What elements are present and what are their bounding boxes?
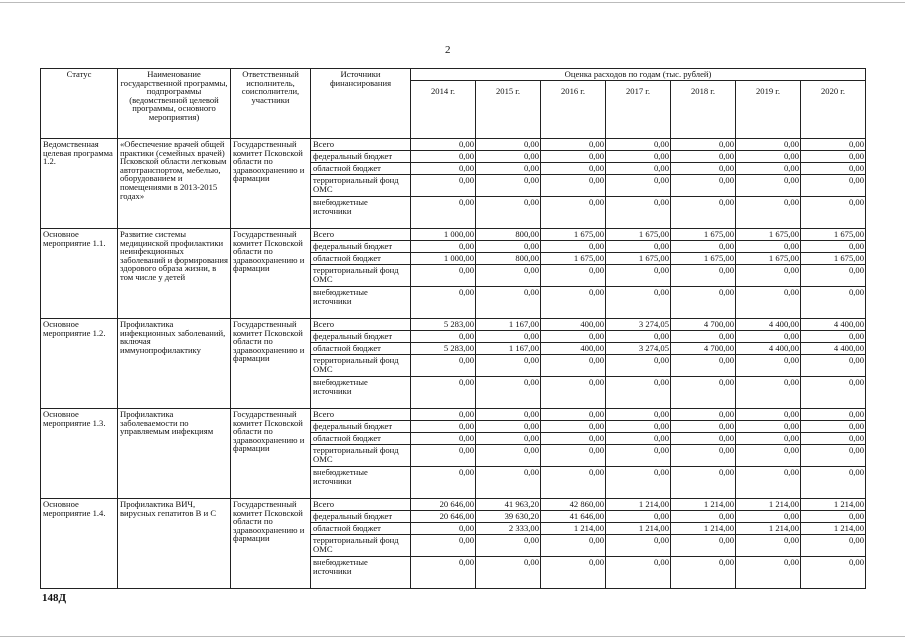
amount-cell: 0,00 (606, 265, 671, 287)
header-year: 2017 г. (606, 81, 671, 139)
amount-cell: 42 860,00 (541, 499, 606, 511)
funding-source: территориальный фонд ОМС (311, 535, 411, 557)
amount-cell: 2 333,00 (476, 523, 541, 535)
amount-cell: 0,00 (411, 265, 476, 287)
header-year: 2019 г. (736, 81, 801, 139)
amount-cell: 0,00 (476, 557, 541, 589)
amount-cell: 4 700,00 (671, 343, 736, 355)
funding-source: Всего (311, 319, 411, 331)
amount-cell: 0,00 (736, 445, 801, 467)
amount-cell: 0,00 (671, 139, 736, 151)
amount-cell: 1 675,00 (801, 229, 866, 241)
amount-cell: 5 283,00 (411, 343, 476, 355)
amount-cell: 0,00 (476, 197, 541, 229)
group-status: Основное мероприятие 1.4. (41, 499, 118, 589)
amount-cell: 0,00 (736, 535, 801, 557)
amount-cell: 0,00 (801, 377, 866, 409)
amount-cell: 0,00 (801, 163, 866, 175)
amount-cell: 0,00 (801, 535, 866, 557)
table-row (41, 319, 866, 331)
amount-cell: 0,00 (671, 175, 736, 197)
funding-source: федеральный бюджет (311, 331, 411, 343)
funding-source: областной бюджет (311, 343, 411, 355)
scan-edge-top (0, 2, 905, 3)
amount-cell: 0,00 (606, 467, 671, 499)
amount-cell: 0,00 (606, 151, 671, 163)
amount-cell: 0,00 (671, 241, 736, 253)
amount-cell: 0,00 (411, 287, 476, 319)
amount-cell: 0,00 (801, 511, 866, 523)
group-executor: Государственный комитет Псковской области по здравоохранению и фармации (231, 499, 311, 589)
funding-source: федеральный бюджет (311, 421, 411, 433)
amount-cell: 0,00 (606, 197, 671, 229)
amount-cell: 0,00 (541, 139, 606, 151)
amount-cell: 1 675,00 (801, 253, 866, 265)
amount-cell: 0,00 (671, 409, 736, 421)
amount-cell: 0,00 (671, 433, 736, 445)
amount-cell: 0,00 (801, 557, 866, 589)
amount-cell: 400,00 (541, 319, 606, 331)
amount-cell: 0,00 (671, 557, 736, 589)
amount-cell: 0,00 (736, 241, 801, 253)
amount-cell: 0,00 (736, 197, 801, 229)
header-estimate: Оценка расходов по годам (тыс. рублей) (411, 69, 866, 81)
amount-cell: 1 214,00 (671, 499, 736, 511)
amount-cell: 0,00 (411, 241, 476, 253)
amount-cell: 0,00 (476, 355, 541, 377)
amount-cell: 0,00 (801, 197, 866, 229)
amount-cell: 1 675,00 (736, 253, 801, 265)
amount-cell: 0,00 (671, 331, 736, 343)
amount-cell: 800,00 (476, 229, 541, 241)
amount-cell: 0,00 (411, 467, 476, 499)
header-year: 2020 г. (801, 81, 866, 139)
amount-cell: 0,00 (411, 355, 476, 377)
amount-cell: 0,00 (541, 287, 606, 319)
table-body (41, 139, 866, 589)
header-source: Источники финансирования (311, 69, 411, 139)
amount-cell: 0,00 (671, 265, 736, 287)
amount-cell: 0,00 (606, 535, 671, 557)
header-executor: Ответственный исполнитель, соисполнители, участники (231, 69, 311, 139)
amount-cell: 20 646,00 (411, 511, 476, 523)
amount-cell: 0,00 (606, 175, 671, 197)
amount-cell: 0,00 (411, 163, 476, 175)
amount-cell: 0,00 (606, 433, 671, 445)
amount-cell: 1 214,00 (541, 523, 606, 535)
amount-cell: 0,00 (671, 197, 736, 229)
amount-cell: 1 214,00 (606, 523, 671, 535)
amount-cell: 0,00 (736, 421, 801, 433)
amount-cell: 0,00 (476, 265, 541, 287)
funding-source: федеральный бюджет (311, 151, 411, 163)
amount-cell: 0,00 (606, 511, 671, 523)
amount-cell: 0,00 (736, 511, 801, 523)
amount-cell: 0,00 (476, 445, 541, 467)
amount-cell: 0,00 (736, 175, 801, 197)
amount-cell: 0,00 (801, 445, 866, 467)
amount-cell: 0,00 (541, 355, 606, 377)
amount-cell: 1 167,00 (476, 319, 541, 331)
amount-cell: 0,00 (671, 377, 736, 409)
amount-cell: 0,00 (606, 241, 671, 253)
group-name: Профилактика заболеваемости по управляемым инфекциям (118, 409, 231, 499)
funding-source: федеральный бюджет (311, 511, 411, 523)
amount-cell: 1 675,00 (606, 229, 671, 241)
amount-cell: 0,00 (411, 535, 476, 557)
amount-cell: 0,00 (671, 445, 736, 467)
footer-code: 148Д (42, 592, 67, 604)
group-status: Основное мероприятие 1.1. (41, 229, 118, 319)
amount-cell: 0,00 (606, 139, 671, 151)
amount-cell: 0,00 (801, 467, 866, 499)
budget-table (40, 68, 866, 589)
funding-source: Всего (311, 139, 411, 151)
amount-cell: 0,00 (801, 241, 866, 253)
funding-source: территориальный фонд ОМС (311, 175, 411, 197)
amount-cell: 3 274,05 (606, 343, 671, 355)
amount-cell: 0,00 (736, 163, 801, 175)
amount-cell: 1 214,00 (736, 523, 801, 535)
group-name: «Обеспечение врачей общей практики (семейных врачей) Псковской области легковым автотранспортом, мебелью, оборудованием и помещениями в 2013-2015 годах» (118, 139, 231, 229)
funding-source: областной бюджет (311, 253, 411, 265)
amount-cell: 0,00 (476, 151, 541, 163)
funding-source: Всего (311, 499, 411, 511)
amount-cell: 1 214,00 (606, 499, 671, 511)
table-row (41, 499, 866, 511)
amount-cell: 800,00 (476, 253, 541, 265)
amount-cell: 0,00 (606, 163, 671, 175)
funding-source: территориальный фонд ОМС (311, 265, 411, 287)
table-row (41, 229, 866, 241)
funding-source: внебюджетные источники (311, 287, 411, 319)
amount-cell: 5 283,00 (411, 319, 476, 331)
amount-cell: 0,00 (411, 175, 476, 197)
amount-cell: 0,00 (671, 421, 736, 433)
amount-cell: 0,00 (476, 175, 541, 197)
amount-cell: 0,00 (801, 421, 866, 433)
amount-cell: 20 646,00 (411, 499, 476, 511)
amount-cell: 0,00 (736, 331, 801, 343)
amount-cell: 0,00 (606, 287, 671, 319)
amount-cell: 0,00 (801, 151, 866, 163)
amount-cell: 0,00 (606, 445, 671, 467)
amount-cell: 0,00 (411, 421, 476, 433)
amount-cell: 1 000,00 (411, 229, 476, 241)
amount-cell: 0,00 (606, 331, 671, 343)
amount-cell: 0,00 (671, 287, 736, 319)
amount-cell: 4 400,00 (801, 319, 866, 331)
group-executor: Государственный комитет Псковской области по здравоохранению и фармации (231, 139, 311, 229)
header-year: 2014 г. (411, 81, 476, 139)
amount-cell: 0,00 (541, 197, 606, 229)
amount-cell: 0,00 (476, 409, 541, 421)
amount-cell: 0,00 (736, 557, 801, 589)
amount-cell: 1 214,00 (736, 499, 801, 511)
amount-cell: 0,00 (541, 467, 606, 499)
funding-source: областной бюджет (311, 163, 411, 175)
amount-cell: 0,00 (476, 535, 541, 557)
amount-cell: 0,00 (541, 175, 606, 197)
amount-cell: 41 963,20 (476, 499, 541, 511)
amount-cell: 0,00 (801, 265, 866, 287)
group-name: Профилактика инфекционных заболеваний, включая иммунопрофилактику (118, 319, 231, 409)
amount-cell: 1 675,00 (541, 229, 606, 241)
amount-cell: 0,00 (411, 377, 476, 409)
amount-cell: 0,00 (411, 523, 476, 535)
amount-cell: 0,00 (541, 163, 606, 175)
amount-cell: 0,00 (801, 355, 866, 377)
funding-source: внебюджетные источники (311, 557, 411, 589)
amount-cell: 39 630,20 (476, 511, 541, 523)
header-year: 2016 г. (541, 81, 606, 139)
amount-cell: 0,00 (801, 175, 866, 197)
amount-cell: 0,00 (606, 355, 671, 377)
amount-cell: 0,00 (606, 421, 671, 433)
table-row (41, 409, 866, 421)
amount-cell: 1 675,00 (671, 229, 736, 241)
amount-cell: 0,00 (736, 355, 801, 377)
amount-cell: 0,00 (476, 163, 541, 175)
group-status: Основное мероприятие 1.3. (41, 409, 118, 499)
amount-cell: 0,00 (411, 151, 476, 163)
amount-cell: 41 646,00 (541, 511, 606, 523)
amount-cell: 1 000,00 (411, 253, 476, 265)
table-row (41, 139, 866, 151)
amount-cell: 0,00 (411, 139, 476, 151)
amount-cell: 0,00 (671, 535, 736, 557)
amount-cell: 0,00 (671, 151, 736, 163)
funding-source: внебюджетные источники (311, 467, 411, 499)
amount-cell: 0,00 (736, 377, 801, 409)
amount-cell: 1 214,00 (801, 523, 866, 535)
amount-cell: 1 167,00 (476, 343, 541, 355)
amount-cell: 0,00 (541, 445, 606, 467)
amount-cell: 0,00 (476, 421, 541, 433)
header-year: 2018 г. (671, 81, 736, 139)
amount-cell: 1 214,00 (671, 523, 736, 535)
amount-cell: 4 700,00 (671, 319, 736, 331)
amount-cell: 0,00 (476, 377, 541, 409)
amount-cell: 0,00 (476, 139, 541, 151)
amount-cell: 3 274,05 (606, 319, 671, 331)
amount-cell: 1 675,00 (736, 229, 801, 241)
amount-cell: 0,00 (541, 241, 606, 253)
funding-source: федеральный бюджет (311, 241, 411, 253)
amount-cell: 0,00 (476, 433, 541, 445)
header-year: 2015 г. (476, 81, 541, 139)
amount-cell: 0,00 (801, 433, 866, 445)
amount-cell: 0,00 (736, 139, 801, 151)
amount-cell: 0,00 (411, 433, 476, 445)
amount-cell: 0,00 (671, 163, 736, 175)
amount-cell: 0,00 (736, 433, 801, 445)
header-status: Статус (41, 69, 118, 139)
table-header (41, 69, 866, 139)
amount-cell: 0,00 (476, 241, 541, 253)
funding-source: областной бюджет (311, 523, 411, 535)
amount-cell: 1 675,00 (541, 253, 606, 265)
amount-cell: 0,00 (801, 331, 866, 343)
amount-cell: 0,00 (541, 433, 606, 445)
funding-source: областной бюджет (311, 433, 411, 445)
scan-edge-bottom (0, 636, 905, 637)
group-executor: Государственный комитет Псковской области по здравоохранению и фармации (231, 229, 311, 319)
amount-cell: 0,00 (671, 467, 736, 499)
amount-cell: 0,00 (801, 139, 866, 151)
amount-cell: 0,00 (411, 557, 476, 589)
funding-source: территориальный фонд ОМС (311, 445, 411, 467)
amount-cell: 0,00 (801, 287, 866, 319)
amount-cell: 0,00 (541, 331, 606, 343)
group-name: Профилактика ВИЧ, вирусных гепатитов В и С (118, 499, 231, 589)
amount-cell: 0,00 (541, 421, 606, 433)
amount-cell: 0,00 (476, 331, 541, 343)
amount-cell: 0,00 (541, 557, 606, 589)
amount-cell: 4 400,00 (736, 343, 801, 355)
amount-cell: 0,00 (736, 265, 801, 287)
amount-cell: 4 400,00 (736, 319, 801, 331)
amount-cell: 0,00 (801, 409, 866, 421)
funding-source: Всего (311, 229, 411, 241)
amount-cell: 0,00 (541, 535, 606, 557)
amount-cell: 0,00 (606, 377, 671, 409)
group-executor: Государственный комитет Псковской области по здравоохранению и фармации (231, 319, 311, 409)
amount-cell: 0,00 (541, 409, 606, 421)
amount-cell: 0,00 (736, 409, 801, 421)
group-status: Ведомственная целевая программа 1.2. (41, 139, 118, 229)
amount-cell: 0,00 (736, 287, 801, 319)
group-status: Основное мероприятие 1.2. (41, 319, 118, 409)
amount-cell: 0,00 (476, 287, 541, 319)
amount-cell: 0,00 (411, 197, 476, 229)
amount-cell: 0,00 (541, 377, 606, 409)
group-name: Развитие системы медицинской профилактики неинфекционных заболеваний и формирования здорового образа жизни, в том числе у детей (118, 229, 231, 319)
amount-cell: 0,00 (736, 467, 801, 499)
funding-source: внебюджетные источники (311, 377, 411, 409)
amount-cell: 1 214,00 (801, 499, 866, 511)
amount-cell: 0,00 (476, 467, 541, 499)
funding-source: внебюджетные источники (311, 197, 411, 229)
group-executor: Государственный комитет Псковской области по здравоохранению и фармации (231, 409, 311, 499)
amount-cell: 0,00 (411, 445, 476, 467)
page-number: 2 (445, 44, 451, 56)
amount-cell: 0,00 (671, 511, 736, 523)
amount-cell: 400,00 (541, 343, 606, 355)
amount-cell: 0,00 (541, 265, 606, 287)
amount-cell: 0,00 (411, 331, 476, 343)
funding-source: территориальный фонд ОМС (311, 355, 411, 377)
amount-cell: 0,00 (736, 151, 801, 163)
amount-cell: 0,00 (671, 355, 736, 377)
amount-cell: 0,00 (606, 409, 671, 421)
funding-source: Всего (311, 409, 411, 421)
amount-cell: 0,00 (411, 409, 476, 421)
amount-cell: 1 675,00 (606, 253, 671, 265)
header-name: Наименование государственной программы, подпрограммы (ведомственной целевой программы, основного мероприятия) (118, 69, 231, 139)
amount-cell: 4 400,00 (801, 343, 866, 355)
amount-cell: 0,00 (541, 151, 606, 163)
amount-cell: 1 675,00 (671, 253, 736, 265)
amount-cell: 0,00 (606, 557, 671, 589)
